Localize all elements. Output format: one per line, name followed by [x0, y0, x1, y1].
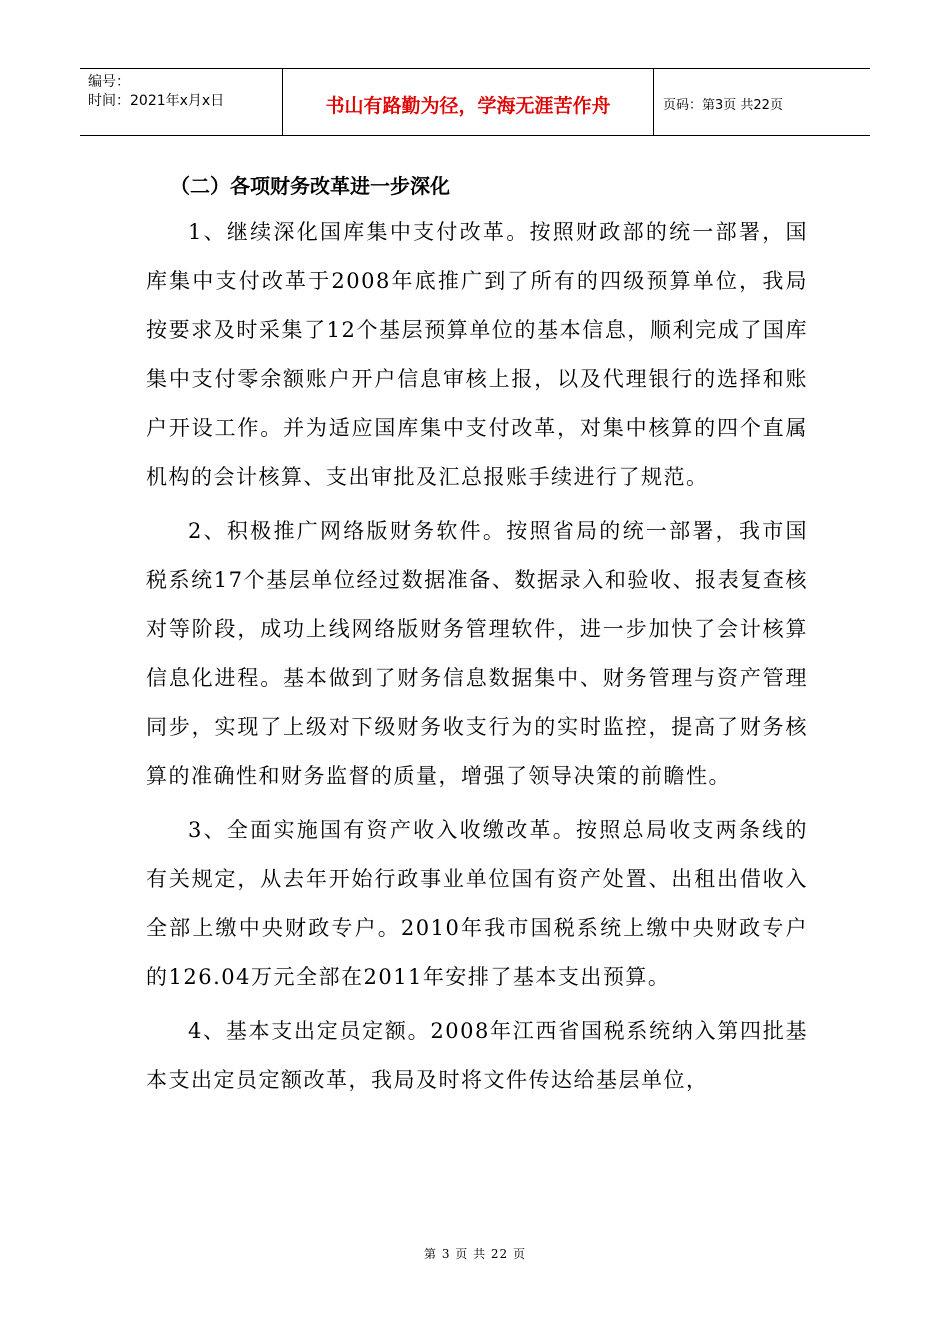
section-heading: （二）各项财务改革进一步深化: [170, 174, 450, 198]
header-motto: 书山有路勤为径，学海无涯苦作舟: [325, 94, 611, 117]
page-footer: 第 3 页 共 22 页: [424, 1247, 526, 1261]
document-body: [146, 164, 808, 1110]
paragraph-2: 2、积极推广网络版财务软件。按照省局的统一部署，我市国税系统17个基层单位经过数据准备、数据录入和验收、报表复查核对等阶段，成功上线网络版财务管理软件，进一步加快了会计核算信息化进程。基本做到了财务信息数据集中、财务管理与资产管理同步，实现了上级对下级财务收支行为的实时监控，提高了财务核算的准确性和财务监督的质量，增强了领导决策的前瞻性。: [146, 519, 808, 788]
paragraph-1: 1、继续深化国库集中支付改革。按照财政部的统一部署，国库集中支付改革于2008年底推广到了所有的四级预算单位，我局按要求及时采集了12个基层预算单位的基本信息，顺利完成了国库集中支付零余额账户开户信息审核上报，以及代理银行的选择和账户开设工作。并为适应国库集中支付改革，对集中核算的四个直属机构的会计核算、支出审批及汇总报账手续进行了规范。: [146, 220, 808, 489]
paragraph-4: 4、基本支出定员定额。2008年江西省国税系统纳入第四批基本支出定员定额改革，我局及时将文件传达给基层单位，: [146, 1019, 808, 1092]
header-motto-cell: [282, 69, 654, 135]
header-meta: [80, 69, 282, 135]
document-date: 时间：2021年x月x日: [88, 93, 225, 109]
paragraph-3: 3、全面实施国有资产收入收缴改革。按照总局收支两条线的有关规定，从去年开始行政事业单位国有资产处置、出租出借收入全部上缴中央财政专户。2010年我市国税系统上缴中央财政专户的126.04万元全部在2011年安排了基本支出预算。: [146, 818, 808, 989]
header-page-cell: [654, 69, 870, 135]
header-page-info: 页码：第3页 共22页: [663, 98, 783, 113]
document-number-label: 编号：: [88, 74, 130, 90]
page-header: [80, 68, 870, 136]
